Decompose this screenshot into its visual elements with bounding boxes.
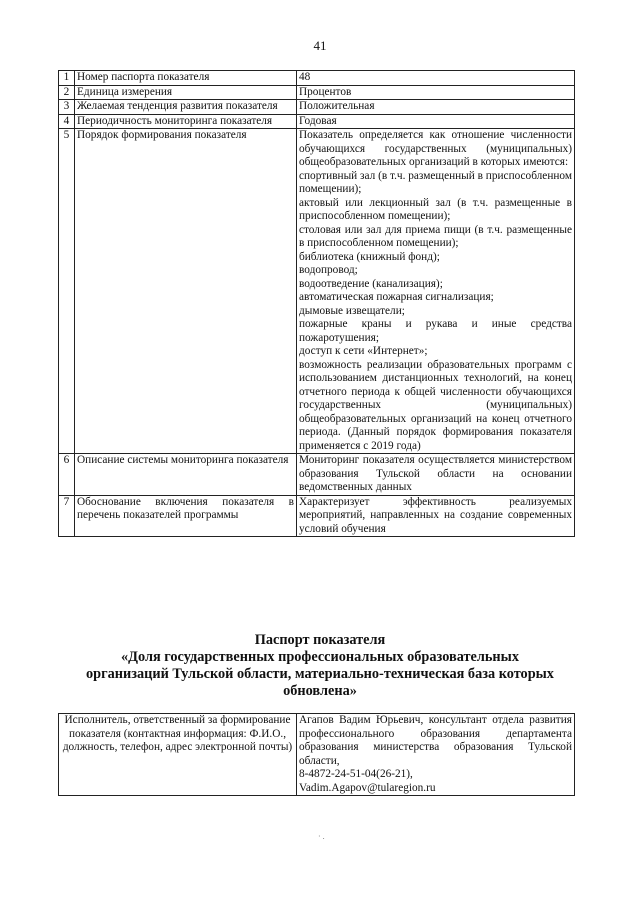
- contact-row: [59, 714, 575, 796]
- row-value: [297, 85, 575, 100]
- value-line: спортивный зал (в т.ч. размещенный в приспособленном помещении);: [299, 169, 572, 195]
- row-number: 3: [59, 100, 75, 115]
- value-line: библиотека (книжный фонд);: [299, 250, 440, 263]
- value-line: возможность реализации образовательных программ с использованием дистанционных технологий, на конец отчетного периода к общей численности обучающихся государственных (муниципальных) общеобразовательных организаций на конец отчетного периода. (Данный порядок формирования показателя применяется с 2019 года): [299, 358, 572, 452]
- row-label: Желаемая тенденция развития показателя: [75, 100, 297, 115]
- value-line: 48: [299, 71, 311, 83]
- row-label: Единица измерения: [75, 85, 297, 100]
- value-line: водоотведение (канализация);: [299, 277, 443, 290]
- value-line: пожарные краны и рукава и иные средства пожаротушения;: [299, 318, 572, 344]
- page-number: 41: [313, 38, 327, 53]
- contact-value: [297, 714, 575, 796]
- row-value: [297, 129, 575, 454]
- section-title-line: обновлена»: [283, 683, 357, 699]
- contact-label: Исполнитель, ответственный за формирование показателя (контактная информация: Ф.И.О., должность, телефон, адрес электронной почты): [59, 714, 297, 796]
- value-line: Процентов: [299, 85, 352, 98]
- table-row: [59, 114, 575, 129]
- value-line: водопровод;: [299, 264, 358, 276]
- row-value: [297, 454, 575, 496]
- indicator-passport-body: [59, 71, 575, 537]
- row-number: 6: [59, 454, 75, 496]
- table-row: [59, 71, 575, 86]
- row-number: 7: [59, 495, 75, 537]
- row-label: Порядок формирования показателя: [75, 129, 297, 454]
- value-line: Характеризует эффективность реализуемых мероприятий, направленных на создание современных условий обучения: [299, 495, 572, 535]
- contact-table: [58, 713, 575, 796]
- value-line: автоматическая пожарная сигнализация;: [299, 291, 494, 303]
- row-label: Номер паспорта показателя: [75, 71, 297, 86]
- section-title-line: Паспорт показателя: [254, 632, 386, 648]
- section-title-line: организаций Тульской области, материально-техническая база которых: [86, 666, 554, 682]
- row-number: 4: [59, 114, 75, 129]
- table-row: [59, 85, 575, 100]
- section-title: [80, 632, 560, 700]
- value-line: Мониторинг показателя осуществляется министерством образования Тульской области на основании ведомственных данных: [299, 454, 572, 493]
- row-label: Периодичность мониторинга показателя: [75, 114, 297, 129]
- row-label: Обоснование включения показателя в перечень показателей программы: [75, 495, 297, 537]
- table-row: [59, 100, 575, 115]
- scan-artifact: · .: [318, 832, 325, 841]
- table-row: [59, 129, 575, 454]
- contact-line: Агапов Вадим Юрьевич, консультант отдела развития профессионального образования департамента образования министерства образования Тульской области,: [299, 714, 572, 767]
- value-line: Показатель определяется как отношение численности обучающихся государственных (муниципальных) общеобразовательных организаций в которых имеются:: [299, 129, 572, 168]
- value-line: Годовая: [299, 114, 337, 127]
- row-value: [297, 495, 575, 537]
- row-label: Описание системы мониторинга показателя: [75, 454, 297, 496]
- value-line: Положительная: [299, 100, 375, 112]
- row-value: [297, 114, 575, 129]
- contact-line: Vadim.Agapov@tularegion.ru: [299, 781, 436, 794]
- value-line: дымовые извещатели;: [299, 304, 405, 317]
- contact-line: 8-4872-24-51-04(26-21),: [299, 768, 413, 780]
- section-title-line: «Доля государственных профессиональных образовательных: [121, 649, 519, 665]
- value-line: столовая или зал для приема пищи (в т.ч. размещенные в приспособленном помещении);: [299, 223, 572, 249]
- row-number: 1: [59, 71, 75, 86]
- table-row: [59, 454, 575, 496]
- row-value: [297, 100, 575, 115]
- row-value: [297, 71, 575, 86]
- indicator-passport-table: [58, 70, 575, 537]
- table-row: [59, 495, 575, 537]
- row-number: 5: [59, 129, 75, 454]
- value-line: доступ к сети «Интернет»;: [299, 345, 428, 357]
- row-number: 2: [59, 85, 75, 100]
- value-line: актовый или лекционный зал (в т.ч. размещенные в приспособленном помещении);: [299, 196, 572, 222]
